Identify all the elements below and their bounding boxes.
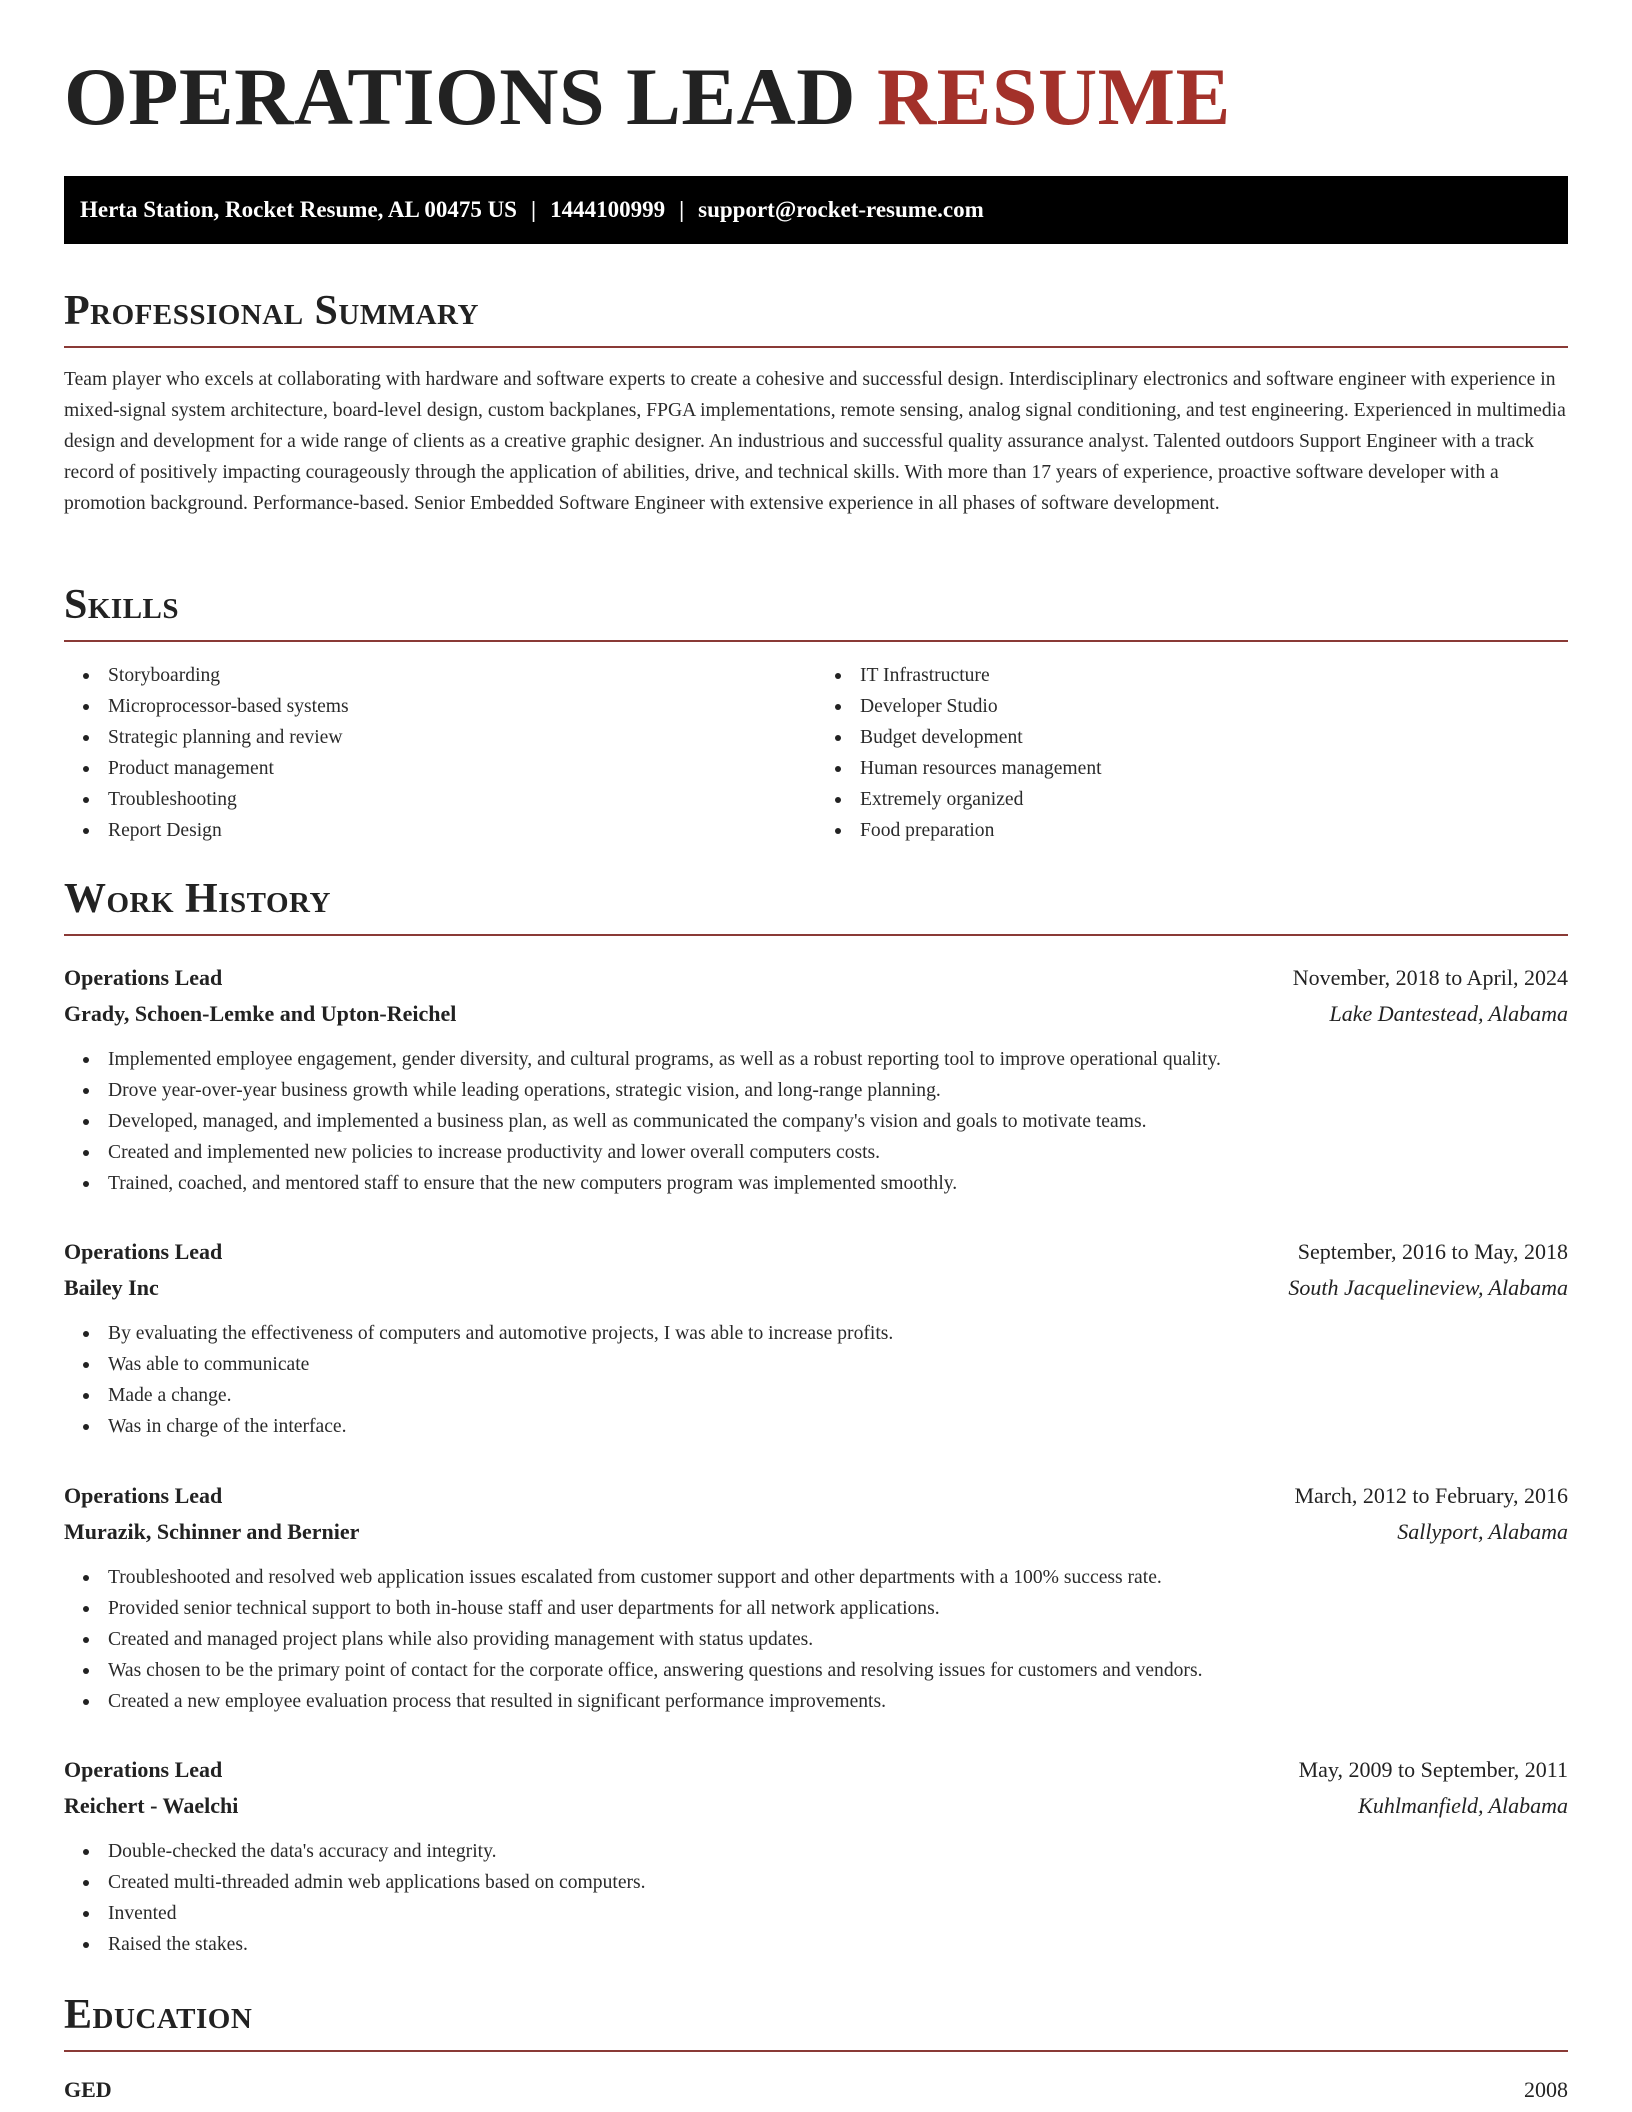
education-entry xyxy=(64,2072,1568,2108)
job-bullet: By evaluating the effectiveness of computers and automotive projects, I was able to increase profits. xyxy=(108,1318,1568,1349)
skills-heading: Skills xyxy=(64,582,180,628)
section-divider xyxy=(64,640,1568,642)
skills-list-left xyxy=(64,660,816,846)
title-accent: RESUME xyxy=(876,51,1231,142)
job-title: Operations Lead xyxy=(64,1483,223,1508)
skill-item: Extremely organized xyxy=(860,784,1568,815)
job-bullet: Implemented employee engagement, gender diversity, and cultural programs, as well as a robust reporting tool to improve operational quality. xyxy=(108,1044,1568,1075)
job-bullet: Was chosen to be the primary point of contact for the corporate office, answering questions and resolving issues for customers and vendors. xyxy=(108,1655,1568,1686)
education-section xyxy=(64,1994,1568,2108)
resume-title xyxy=(64,51,1231,142)
job-bullet: Created and implemented new policies to increase productivity and lower overall computers costs. xyxy=(108,1137,1568,1168)
job-bullet: Trained, coached, and mentored staff to ensure that the new computers program was implemented smoothly. xyxy=(108,1168,1568,1199)
job-header xyxy=(64,1234,1568,1270)
section-divider xyxy=(64,934,1568,936)
skills-section xyxy=(64,584,1568,846)
contact-address: Herta Station, Rocket Resume, AL 00475 US xyxy=(80,197,517,222)
job-header xyxy=(64,960,1568,996)
skill-item: Strategic planning and review xyxy=(108,722,816,753)
job-title: Operations Lead xyxy=(64,1239,223,1264)
contact-email: support@rocket-resume.com xyxy=(698,197,984,222)
contact-phone: 1444100999 xyxy=(550,197,666,222)
contact-separator: | xyxy=(530,197,537,222)
job-dates: May, 2009 to September, 2011 xyxy=(1298,1757,1568,1782)
skill-item: Budget development xyxy=(860,722,1568,753)
skill-item: Troubleshooting xyxy=(108,784,816,815)
skill-item: Product management xyxy=(108,753,816,784)
job-bullet: Drove year-over-year business growth while leading operations, strategic vision, and long-range planning. xyxy=(108,1075,1568,1106)
job-location: Kuhlmanfield, Alabama xyxy=(1358,1793,1568,1818)
skills-columns xyxy=(64,660,1568,846)
job-bullet: Double-checked the data's accuracy and integrity. xyxy=(108,1836,1568,1867)
job-dates: November, 2018 to April, 2024 xyxy=(1292,965,1568,990)
job-dates: March, 2012 to February, 2016 xyxy=(1294,1483,1568,1508)
skill-item: Microprocessor-based systems xyxy=(108,691,816,722)
job-subheader xyxy=(64,1788,1568,1824)
skill-item: Report Design xyxy=(108,815,816,846)
job-bullet: Raised the stakes. xyxy=(108,1929,1568,1960)
skill-item: Food preparation xyxy=(860,815,1568,846)
title-main: OPERATIONS LEAD xyxy=(64,51,856,142)
job-subheader xyxy=(64,996,1568,1032)
job-location: Sallyport, Alabama xyxy=(1397,1519,1568,1544)
job-bullets xyxy=(64,1562,1568,1717)
job-bullet: Provided senior technical support to both in-house staff and user departments for all network applications. xyxy=(108,1593,1568,1624)
job-bullet: Was able to communicate xyxy=(108,1349,1568,1380)
skill-item: IT Infrastructure xyxy=(860,660,1568,691)
job-dates: September, 2016 to May, 2018 xyxy=(1297,1239,1568,1264)
job-subheader xyxy=(64,1270,1568,1306)
job-bullet: Created and managed project plans while also providing management with status updates. xyxy=(108,1624,1568,1655)
job-entry xyxy=(64,1234,1568,1442)
job-bullet: Troubleshooted and resolved web application issues escalated from customer support and other departments with a 100% success rate. xyxy=(108,1562,1568,1593)
job-bullet: Was in charge of the interface. xyxy=(108,1411,1568,1442)
job-bullets xyxy=(64,1318,1568,1442)
work-history-section xyxy=(64,878,1568,936)
skills-list-right xyxy=(816,660,1568,846)
job-bullet: Created a new employee evaluation process that resulted in significant performance improvements. xyxy=(108,1686,1568,1717)
job-header xyxy=(64,1478,1568,1514)
job-header xyxy=(64,1752,1568,1788)
job-bullet: Made a change. xyxy=(108,1380,1568,1411)
job-bullet: Invented xyxy=(108,1898,1568,1929)
work-history-heading: Work History xyxy=(64,876,331,922)
education-year: 2008 xyxy=(1524,2077,1568,2102)
summary-text: Team player who excels at collaborating with hardware and software experts to create a cohesive and successful design. Interdisciplinary electronics and software engineer with experience in mixed-signal system architecture, board-level design, custom backplanes, FPGA implementations, remote sensing, analog signal conditioning, and test engineering. Experienced in multimedia design and development for a wide range of clients as a creative graphic designer. An industrious and successful quality assurance analyst. Talented outdoors Support Engineer with a track record of positively impacting courageously through the application of abilities, drive, and technical skills. With more than 17 years of experience, proactive software developer with a promotion background. Performance-based. Senior Embedded Software Engineer with extensive experience in all phases of software development. xyxy=(64,369,1566,514)
job-bullets xyxy=(64,1836,1568,1960)
job-bullet: Developed, managed, and implemented a business plan, as well as communicated the company's vision and goals to motivate teams. xyxy=(108,1106,1568,1137)
contact-bar xyxy=(64,176,1568,244)
summary-section xyxy=(64,290,1568,519)
job-company: Reichert - Waelchi xyxy=(64,1793,239,1818)
skill-item: Developer Studio xyxy=(860,691,1568,722)
job-company: Bailey Inc xyxy=(64,1275,159,1300)
contact-separator: | xyxy=(679,197,685,222)
job-bullet: Created multi-threaded admin web applications based on computers. xyxy=(108,1867,1568,1898)
job-company: Grady, Schoen-Lemke and Upton-Reichel xyxy=(64,1001,457,1026)
job-title: Operations Lead xyxy=(64,1757,223,1782)
job-location: South Jacquelineview, Alabama xyxy=(1288,1275,1568,1300)
job-bullets xyxy=(64,1044,1568,1199)
job-subheader xyxy=(64,1514,1568,1550)
summary-heading: Professional Summary xyxy=(64,288,479,334)
skill-item: Storyboarding xyxy=(108,660,816,691)
job-entry xyxy=(64,960,1568,1199)
section-divider xyxy=(64,346,1568,348)
education-heading: Education xyxy=(64,1992,253,2038)
job-company: Murazik, Schinner and Bernier xyxy=(64,1519,360,1544)
job-location: Lake Dantestead, Alabama xyxy=(1329,1001,1568,1026)
skill-item: Human resources management xyxy=(860,753,1568,784)
job-entry xyxy=(64,1478,1568,1717)
education-degree: GED xyxy=(64,2077,112,2102)
section-divider xyxy=(64,2050,1568,2052)
job-entry xyxy=(64,1752,1568,1960)
job-title: Operations Lead xyxy=(64,965,223,990)
